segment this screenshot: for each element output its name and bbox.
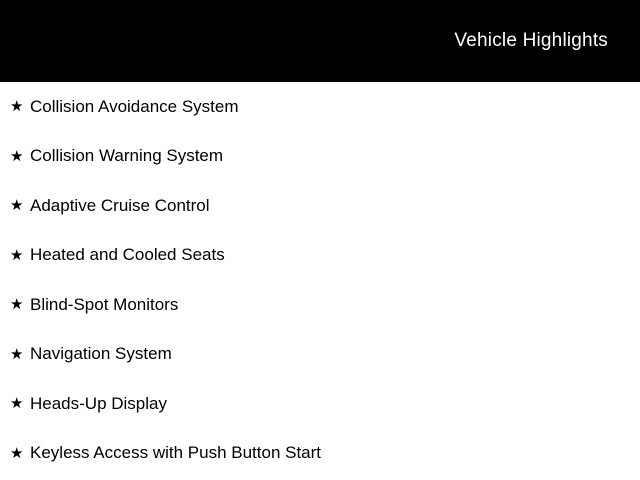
list-item [0,132,640,182]
star-icon: ★ [10,345,24,363]
list-item [0,330,640,380]
list-item-label: Adaptive Cruise Control [30,195,210,215]
star-icon: ★ [10,444,24,462]
header-bar [0,0,640,82]
list-item-label: Collision Avoidance System [30,96,239,116]
list-item-label: Collision Warning System [30,146,224,166]
star-icon: ★ [10,296,24,314]
star-icon: ★ [10,147,24,165]
list-item-label: Keyless Access with Push Button Start [30,443,322,463]
list-item [0,280,640,330]
list-item-label: Blind-Spot Monitors [30,294,179,314]
list-item-label: Navigation System [30,344,172,364]
star-icon: ★ [10,246,24,264]
list-item [0,231,640,281]
vehicle-highlights-list [0,82,640,478]
list-item-label: Heads-Up Display [30,393,167,413]
star-icon: ★ [10,197,24,215]
list-item [0,379,640,429]
list-item [0,181,640,231]
list-item [0,429,640,479]
star-icon: ★ [10,98,24,116]
star-icon: ★ [10,395,24,413]
page-title: Vehicle Highlights [454,30,608,51]
list-item [0,82,640,132]
list-item-label: Heated and Cooled Seats [30,245,225,265]
